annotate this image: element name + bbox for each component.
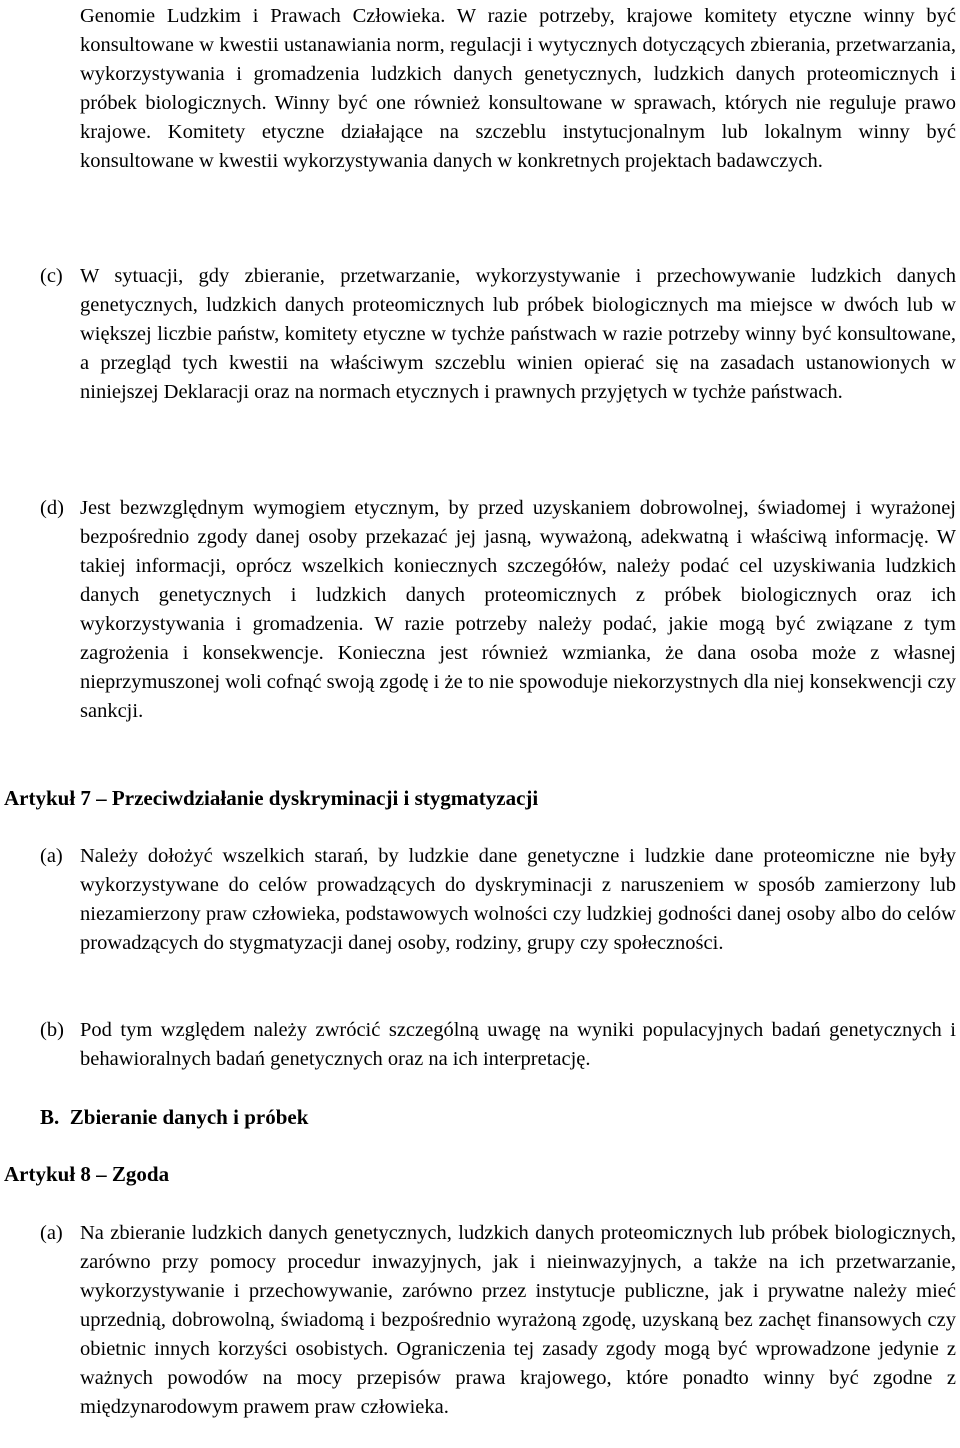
article-7-heading: Artykuł 7 – Przeciwdziałanie dyskryminacji i stygmatyzacji xyxy=(4,786,539,810)
item-label: (d) xyxy=(40,497,64,519)
item-text: Na zbieranie ludzkich danych genetycznych, ludzkich danych proteomicznych lub próbek biologicznych, zarówno przy pomocy procedur inwazyjnych, jak i nieinwazyjnych, a także na ich przetwarzanie, wykorzystywanie i przechowywanie, zarówno przez instytucje publiczne, jak i prywatne należy mieć uprzednią, dobrowolną, świadomą i bezpośrednio wyrażoną zgodę, uzyskaną bez zachęt finansowych czy obietnic innych korzyści osobistych. Ograniczenia tej zasady zgody mogą być wprowadzone jedynie z ważnych powodów na mocy przepisów prawa krajowego, które ponadto winny być zgodne z międzynarodowym prawem praw człowieka. xyxy=(80,1222,956,1418)
item-text: W sytuacji, gdy zbieranie, przetwarzanie, wykorzystywanie i przechowywanie ludzkich danych genetycznych, ludzkich danych proteomicznych lub próbek biologicznych ma miejsce w dwóch lub w większej liczbie państw, komitety etyczne w tychże państwach w razie potrzeby winny być konsultowane, a przegląd tych kwestii na właściwym szczeblu winien opierać się na zasadach ustanowionych w niniejszej Deklaracji oraz na normach etycznych i prawnych przyjętych w tychże państwach. xyxy=(80,265,956,403)
item-label: (a) xyxy=(40,1222,63,1244)
item-label: (c) xyxy=(40,265,63,287)
item-label: (a) xyxy=(40,845,63,867)
item-text: Należy dołożyć wszelkich starań, by ludzkie dane genetyczne i ludzkie dane proteomiczne nie były wykorzystywane do celów prowadzących do dyskryminacji z naruszeniem w sposób zamierzony lub niezamierzony praw człowieka, podstawowych wolności czy ludzkiej godności danej osoby albo do celów prowadzących do stygmatyzacji danej osoby, rodziny, grupy czy społeczności. xyxy=(80,845,956,954)
article-6-item-c xyxy=(40,262,956,407)
section-b-heading: B. Zbieranie danych i próbek xyxy=(40,1105,309,1129)
article-7-item-a xyxy=(40,842,956,958)
article-8-item-a xyxy=(40,1219,956,1422)
item-text: Jest bezwzględnym wymogiem etycznym, by przed uzyskaniem dobrowolnej, świadomej i wyrażonej bezpośrednio zgody danej osoby przekazać jej jasną, wyważoną, adekwatną i właściwą informację. W takiej informacji, oprócz wszelkich koniecznych szczegółów, należy podać cel uzyskiwania ludzkich danych genetycznych i ludzkich danych proteomicznych z próbek biologicznych oraz ich wykorzystywania i gromadzenia. W razie potrzeby należy podać, jakie mogą być związane z tym zagrożenia i konsekwencje. Konieczna jest również wzmianka, że dana osoba może z własnej nieprzymuszonej woli cofnąć swoją zgodę i że to nie spowoduje niekorzystnych dla niej konsekwencji czy sankcji. xyxy=(80,497,956,722)
article-7-item-b xyxy=(40,1016,956,1074)
intro-paragraph: Genomie Ludzkim i Prawach Człowieka. W razie potrzeby, krajowe komitety etyczne winny być konsultowane w kwestii ustanawiania norm, regulacji i wytycznych dotyczących zbierania, przetwarzania, wykorzystywania i gromadzenia ludzkich danych genetycznych, ludzkich danych proteomicznych i próbek biologicznych. Winny być one również konsultowane w sprawach, których nie reguluje prawo krajowe. Komitety etyczne działające na szczeblu instytucjonalnym lub lokalnym winny być konsultowane w kwestii wykorzystywania danych w konkretnych projektach badawczych. xyxy=(80,5,956,172)
article-6-item-d xyxy=(40,494,956,726)
item-label: (b) xyxy=(40,1019,64,1041)
item-text: Pod tym względem należy zwrócić szczególną uwagę na wyniki populacyjnych badań genetycznych i behawioralnych badań genetycznych oraz na ich interpretację. xyxy=(80,1019,956,1070)
article-8-heading: Artykuł 8 – Zgoda xyxy=(4,1162,170,1186)
